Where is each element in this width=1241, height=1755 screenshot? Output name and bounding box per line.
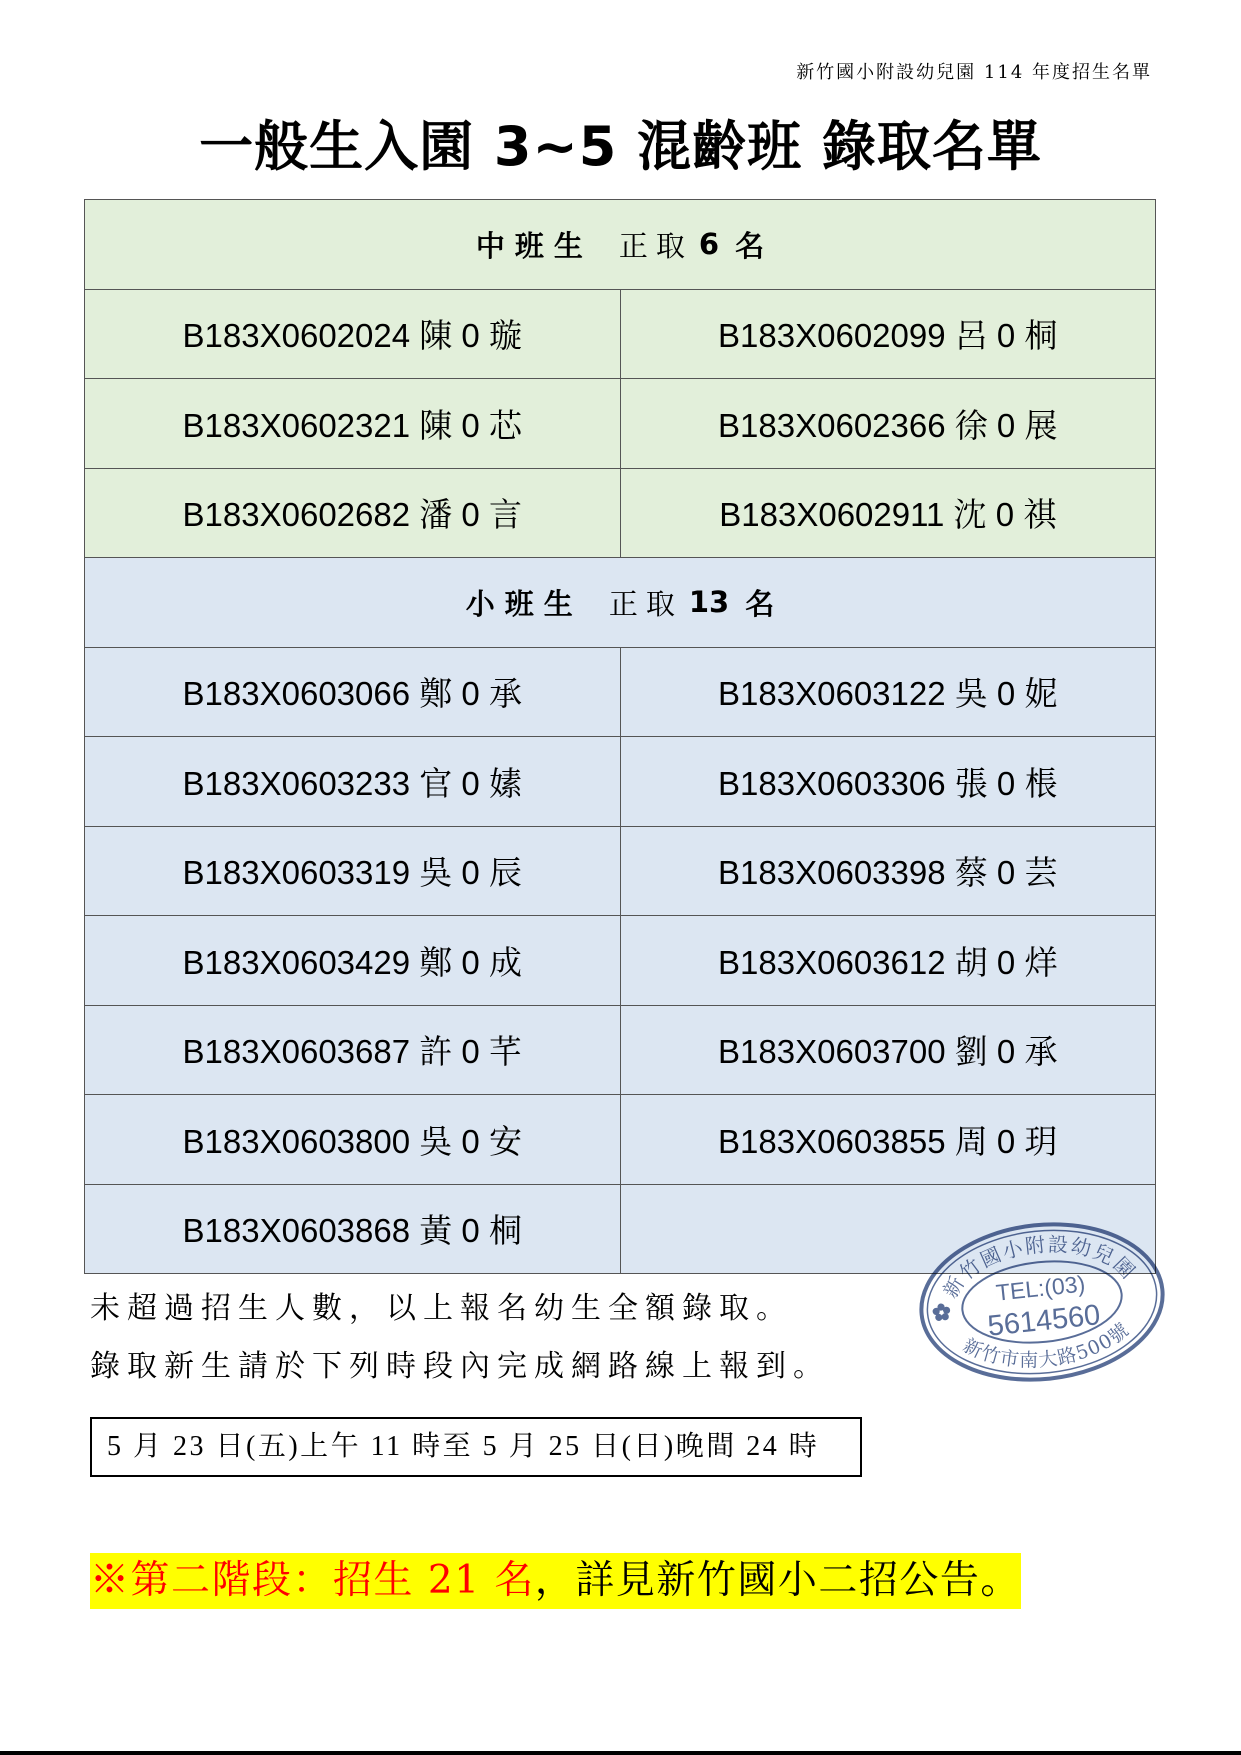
page-title: 一般生入園 3~5 混齡班 錄取名單 [199,115,1042,178]
section-admit-count: 13 [688,585,730,620]
section-admit-count: 6 [698,227,720,262]
section-group-label: 小班生 [465,586,583,621]
admitted-student-entry: B183X0602682 潘 0 言 [85,469,621,559]
section-count-unit: 名 [735,228,765,263]
stamp-school-name: 新竹國小附設幼兒園 [938,1232,1142,1303]
stamp-tel-label: TEL:(03) [994,1270,1087,1306]
admitted-student-entry: B183X0603319 吳 0 辰 [85,827,621,917]
admission-roster-table [84,199,1156,1274]
plum-blossom-icon [932,1303,951,1322]
admitted-student-entry: B183X0603233 官 0 嫊 [85,737,621,827]
admitted-student-entry: B183X0602911 沈 0 祺 [621,469,1157,559]
admitted-student-entry: B183X0603122 吳 0 妮 [621,648,1157,738]
admitted-student-entry: B183X0603066 鄭 0 承 [85,648,621,738]
section-status-label: 正取 [618,228,693,263]
admitted-student-entry: B183X0603429 鄭 0 成 [85,916,621,1006]
second-stage-emphasis: ※第二階段：招生 21 名 [90,1558,535,1603]
admitted-student-entry: B183X0603700 劉 0 承 [621,1006,1157,1096]
admitted-student-entry: B183X0602099 呂 0 桐 [621,290,1157,380]
admitted-student-entry: B183X0602366 徐 0 展 [621,379,1157,469]
page-bottom-edge-line [0,1751,1241,1755]
school-seal-stamp [914,1218,1170,1386]
admitted-student-entry: B183X0603800 吳 0 安 [85,1095,621,1185]
second-stage-notice [90,1553,1021,1609]
stamp-address: 新竹市南大路500號 [959,1318,1134,1372]
section-heading-middle-class [85,200,1156,290]
admitted-student-entry: B183X0603612 胡 0 烊 [621,916,1157,1006]
section-heading-small-class [85,558,1156,648]
admission-note: 未超過招生人數，以上報名幼生全額錄取。 [90,1291,793,1326]
admitted-student-entry: B183X0603855 周 0 玥 [621,1095,1157,1185]
second-stage-detail: ，詳見新竹國小二招公告。 [534,1558,1021,1603]
stamp-tel-number: 5614560 [986,1299,1102,1343]
admitted-student-entry: B183X0603687 許 0 芊 [85,1006,621,1096]
admitted-student-entry: B183X0603398 蔡 0 芸 [621,827,1157,917]
section-count-unit: 名 [745,586,775,621]
section-status-label: 正取 [608,586,683,621]
document-header-note: 新竹國小附設幼兒園 114 年度招生名單 [796,62,1152,83]
admitted-student-entry: B183X0603306 張 0 棖 [621,737,1157,827]
registration-instruction: 錄取新生請於下列時段內完成網路線上報到。 [90,1349,830,1384]
admitted-student-entry: B183X0602321 陳 0 芯 [85,379,621,469]
section-group-label: 中班生 [475,228,593,263]
admitted-student-entry: B183X0602024 陳 0 璇 [85,290,621,380]
registration-period-box: 5 月 23 日(五)上午 11 時至 5 月 25 日(日)晚間 24 時 [90,1417,862,1477]
admitted-student-entry: B183X0603868 黃 0 桐 [85,1185,621,1275]
